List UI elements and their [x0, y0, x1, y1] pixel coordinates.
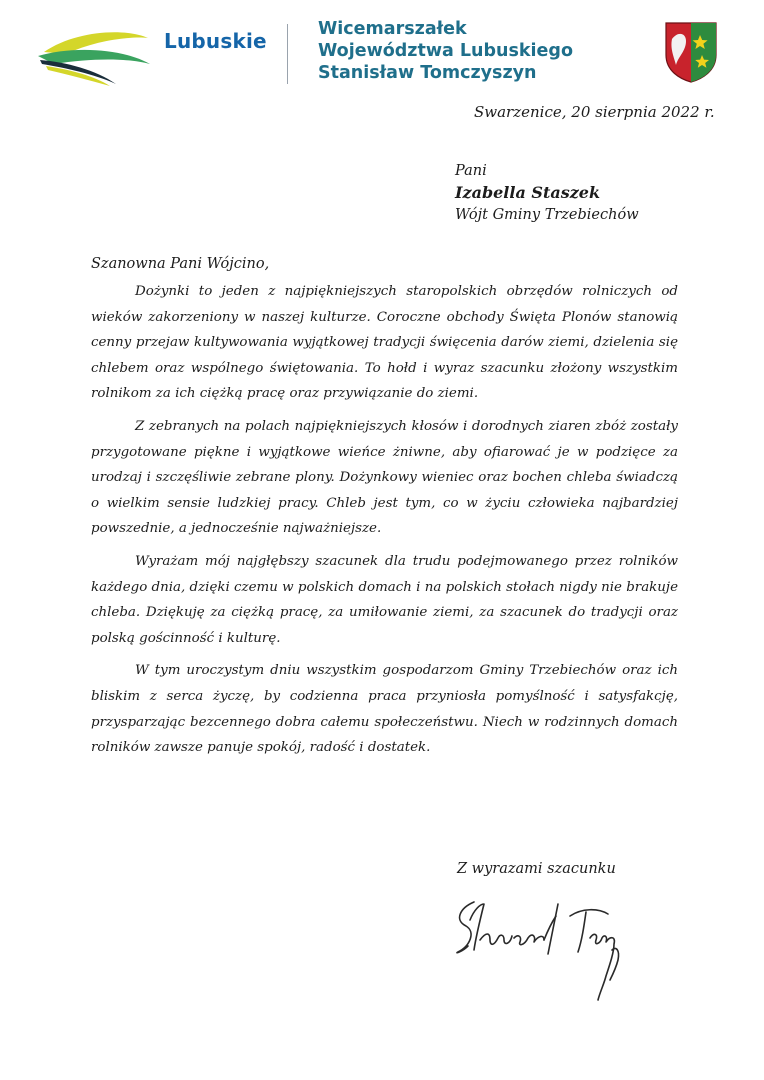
letter-date: Swarzenice, 20 sierpnia 2022 r. — [474, 103, 715, 121]
sender-block — [318, 18, 573, 84]
brand-name: Lubuskie — [164, 29, 267, 53]
addressee-position: Wójt Gminy Trzebiechów — [455, 207, 639, 223]
salutation: Szanowna Pani Wójcino, — [91, 256, 270, 272]
closing-phrase: Z wyrazami szacunku — [457, 861, 616, 877]
lubuskie-wave-logo-icon — [36, 24, 154, 88]
body-paragraph: Dożynki to jeden z najpiękniejszych staropolskich obrzędów rolniczych od wieków zakorzeniony w naszej kulturze. Coroczne obchody Święta Plonów stanowią cenny przejaw kultywowania wyjątkowej tradycji święcenia darów ziemi, dzielenia się chlebem oraz wspólnego świętowania. To hołd i wyraz szacunku złożony wszystkim rolnikom za ich ciężką pracę oraz przywiązanie do ziemi. — [91, 284, 678, 402]
sender-line: Stanisław Tomczyszyn — [318, 63, 537, 83]
letter-body — [91, 279, 678, 768]
handwritten-signature-icon — [440, 880, 640, 1010]
addressee-block — [455, 160, 639, 226]
addressee-title: Pani — [455, 163, 487, 179]
header-divider — [287, 24, 288, 84]
sender-line: Wicemarszałek — [318, 19, 467, 39]
coat-of-arms-icon — [664, 21, 718, 83]
sender-line: Województwa Lubuskiego — [318, 41, 573, 61]
addressee-name: Izabella Staszek — [455, 183, 601, 202]
body-paragraph: Wyrażam mój najgłębszy szacunek dla trudu podejmowanego przez rolników każdego dnia, dzięki czemu w polskich domach i na polskich stołach nigdy nie brakuje chleba. Dziękuję za ciężką pracę, za umiłowanie ziemi, za szacunek do tradycji oraz polską gościnność i kulturę. — [91, 553, 678, 646]
body-paragraph: W tym uroczystym dniu wszystkim gospodarzom Gminy Trzebiechów oraz ich bliskim z serca życzę, by codzienna praca przyniosła pomyślność i satysfakcję, przysparzając bezcennego dobra całemu społeczeństwu. Niech w rodzinnych domach rolników zawsze panuje spokój, radość i dostatek. — [91, 663, 678, 756]
body-paragraph: Z zebranych na polach najpiękniejszych kłosów i dorodnych ziaren zbóż zostały przygotowane piękne i wyjątkowe wieńce żniwne, aby ofiarować je w podzięce za urodzaj i szczęśliwie zebrane plony. Dożynkowy wieniec oraz bochen chleba świadczą o wielkim sensie ludzkiej pracy. Chleb jest tym, co w życiu człowieka najbardziej powszednie, a jednocześnie najważniejsze. — [91, 418, 678, 537]
